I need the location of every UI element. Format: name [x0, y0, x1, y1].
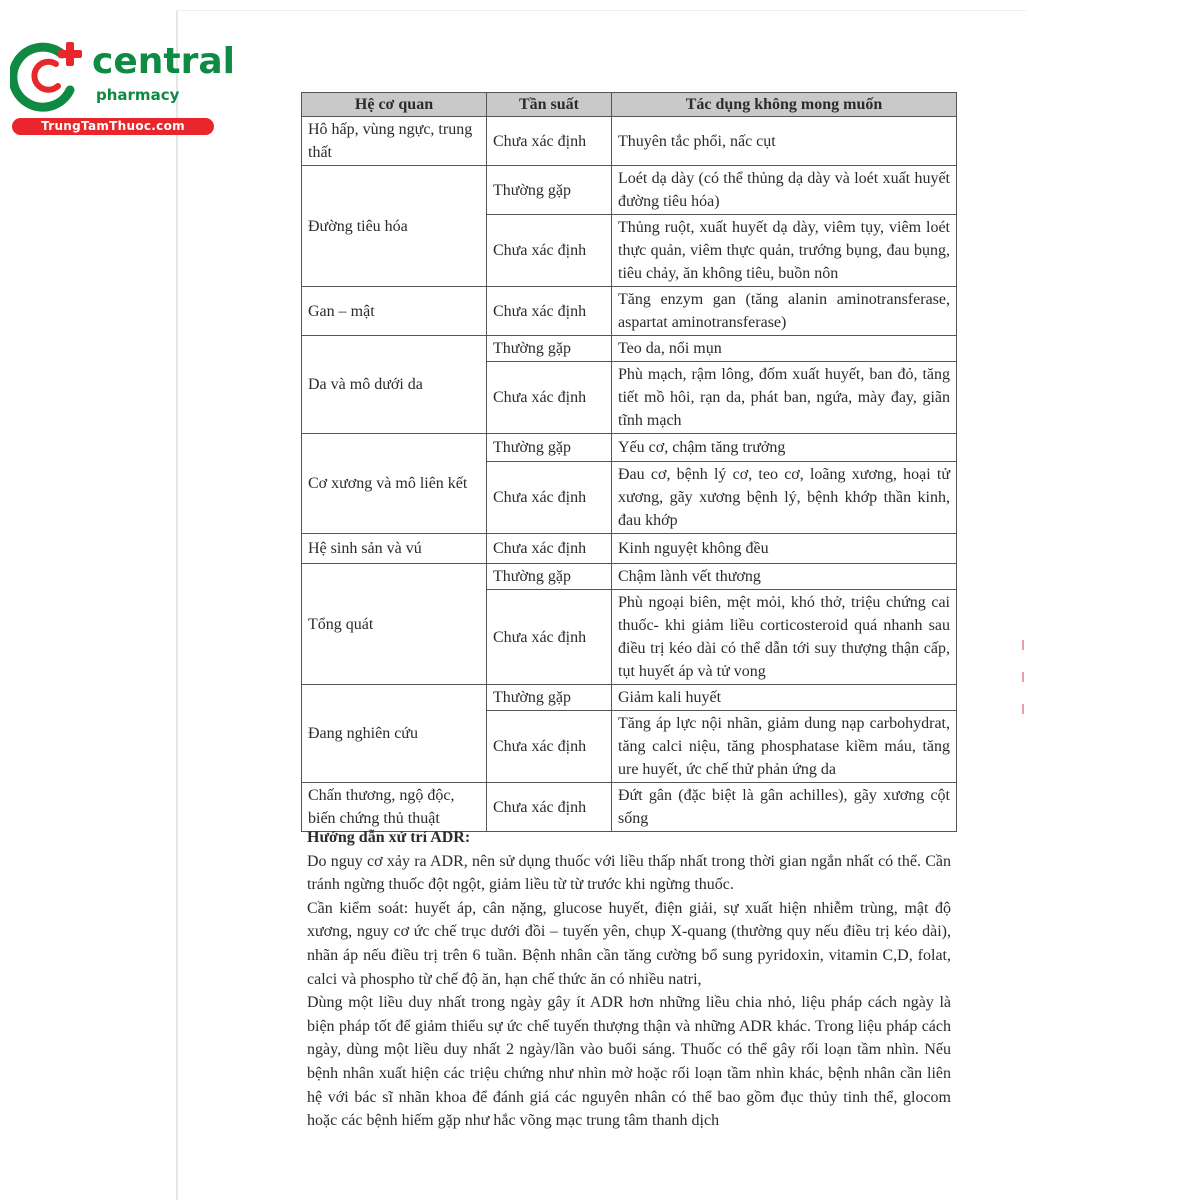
organ-cell: Hô hấp, vùng ngực, trung thất	[302, 117, 487, 166]
frequency-cell: Thường gặp	[487, 166, 612, 215]
table-row	[302, 336, 957, 362]
frequency-cell: Thường gặp	[487, 685, 612, 711]
effect-cell: Phù mạch, rậm lông, đốm xuất huyết, ban đỏ, tăng tiết mồ hôi, rạn da, phát ban, ngứa, mày đay, giãn tĩnh mạch	[612, 362, 957, 434]
table-row	[302, 166, 957, 215]
effect-cell: Yếu cơ, chậm tăng trưởng	[612, 434, 957, 462]
organ-cell: Gan – mật	[302, 287, 487, 336]
effect-cell: Giảm kali huyết	[612, 685, 957, 711]
header-frequency: Tần suất	[487, 93, 612, 117]
frequency-cell: Chưa xác định	[487, 462, 612, 534]
effect-cell: Loét dạ dày (có thể thủng dạ dày và loét xuất huyết đường tiêu hóa)	[612, 166, 957, 215]
organ-cell: Tổng quát	[302, 564, 487, 685]
effect-cell: Thủng ruột, xuất huyết dạ dày, viêm tụy, viêm loét thực quản, viêm thực quản, trướng bụng, đau bụng, tiêu chảy, ăn không tiêu, buồn nôn	[612, 215, 957, 287]
logo-subtitle: pharmacy	[96, 86, 180, 104]
organ-cell: Cơ xương và mô liên kết	[302, 434, 487, 534]
guidance-paragraph: Do nguy cơ xảy ra ADR, nên sử dụng thuốc với liều thấp nhất trong thời gian ngắn nhất có thể. Cần tránh ngừng thuốc đột ngột, giảm liều từ từ trước khi ngừng thuốc.	[307, 852, 951, 894]
pharmacy-cross-icon	[10, 38, 86, 114]
effect-cell: Tăng áp lực nội nhãn, giảm dung nạp carbohydrat, tăng calci niệu, tăng phosphatase kiềm máu, tăng ure huyết, ức chế thử phản ứng da	[612, 711, 957, 783]
guidance-heading: Hướng dẫn xử trí ADR:	[307, 829, 471, 846]
effect-cell: Đau cơ, bệnh lý cơ, teo cơ, loãng xương, hoại tử xương, gãy xương bệnh lý, bệnh khớp thần kinh, đau khớp	[612, 462, 957, 534]
table-row	[302, 117, 957, 166]
organ-cell: Đường tiêu hóa	[302, 166, 487, 287]
organ-cell: Da và mô dưới da	[302, 336, 487, 434]
frequency-cell: Chưa xác định	[487, 287, 612, 336]
frequency-cell: Chưa xác định	[487, 117, 612, 166]
organ-cell: Chấn thương, ngộ độc, biến chứng thủ thuật	[302, 783, 487, 832]
central-pharmacy-logo[interactable]	[8, 36, 235, 136]
logo-name: central	[92, 41, 235, 82]
frequency-cell: Chưa xác định	[487, 362, 612, 434]
table-row	[302, 564, 957, 590]
header-effect: Tác dụng không mong muốn	[612, 93, 957, 117]
table-row	[302, 534, 957, 564]
effect-cell: Chậm lành vết thương	[612, 564, 957, 590]
effect-cell: Tăng enzym gan (tăng alanin aminotransferase, aspartat aminotransferase)	[612, 287, 957, 336]
effect-cell: Teo da, nổi mụn	[612, 336, 957, 362]
table-row	[302, 434, 957, 462]
frequency-cell: Thường gặp	[487, 336, 612, 362]
frequency-cell: Chưa xác định	[487, 711, 612, 783]
logo-site-url: TrungTamThuoc.com	[12, 118, 214, 135]
guidance-paragraph: Dùng một liều duy nhất trong ngày gây ít ADR hơn những liều chia nhỏ, liệu pháp cách ngày là biện pháp tốt để giảm thiểu sự ức chế tuyến thượng thận và những ADR khác. Trong liệu pháp cách ngày, dùng một liều duy nhất 2 ngày/lần vào buổi sáng. Thuốc có thể gây rối loạn tầm nhìn. Nếu bệnh nhân xuất hiện các triệu chứng như nhìn mờ hoặc rối loạn tầm nhìn khác, bệnh nhân cần liên hệ với bác sĩ nhãn khoa để đánh giá các nguyên nhân có thể bao gồm đục thủy tinh thể, glocom hoặc các bệnh hiếm gặp như hắc võng mạc trung tâm thanh dịch	[307, 994, 951, 1130]
header-organ: Hệ cơ quan	[302, 93, 487, 117]
frequency-cell: Chưa xác định	[487, 534, 612, 564]
effect-cell: Phù ngoại biên, mệt mỏi, khó thở, triệu chứng cai thuốc- khi giảm liều corticosteroid quá nhanh sau điều trị kéo dài có thể dẫn tới suy thượng thận cấp, tụt huyết áp và tử vong	[612, 590, 957, 685]
effect-cell: Thuyên tắc phổi, nấc cụt	[612, 117, 957, 166]
organ-cell: Đang nghiên cứu	[302, 685, 487, 783]
adr-table	[301, 92, 957, 832]
frequency-cell: Chưa xác định	[487, 590, 612, 685]
organ-cell: Hệ sinh sản và vú	[302, 534, 487, 564]
frequency-cell: Thường gặp	[487, 564, 612, 590]
frequency-cell: Thường gặp	[487, 434, 612, 462]
table-row	[302, 783, 957, 832]
effect-cell: Đứt gân (đặc biệt là gân achilles), gãy xương cột sống	[612, 783, 957, 832]
adr-guidance	[307, 826, 951, 1133]
effect-cell: Kinh nguyệt không đều	[612, 534, 957, 564]
table-header-row	[302, 93, 957, 117]
frequency-cell: Chưa xác định	[487, 215, 612, 287]
guidance-paragraph: Cần kiểm soát: huyết áp, cân nặng, glucose huyết, điện giải, sự xuất hiện nhiễm trùng, mật độ xương, nguy cơ ức chế trục dưới đồi – tuyến yên, chụp X-quang (thường quy nếu điều trị kéo dài), nhãn áp nếu điều trị trên 6 tuần. Bệnh nhân cần tăng cường bổ sung pyridoxin, vitamin C,D, folat, calci và phospho từ chế độ ăn, hạn chế thức ăn có nhiều natri,	[307, 899, 951, 988]
table-row	[302, 287, 957, 336]
edge-marks	[1022, 640, 1026, 750]
page-edge-top	[176, 10, 1026, 11]
page-edge	[176, 10, 178, 1200]
table-row	[302, 685, 957, 711]
frequency-cell: Chưa xác định	[487, 783, 612, 832]
